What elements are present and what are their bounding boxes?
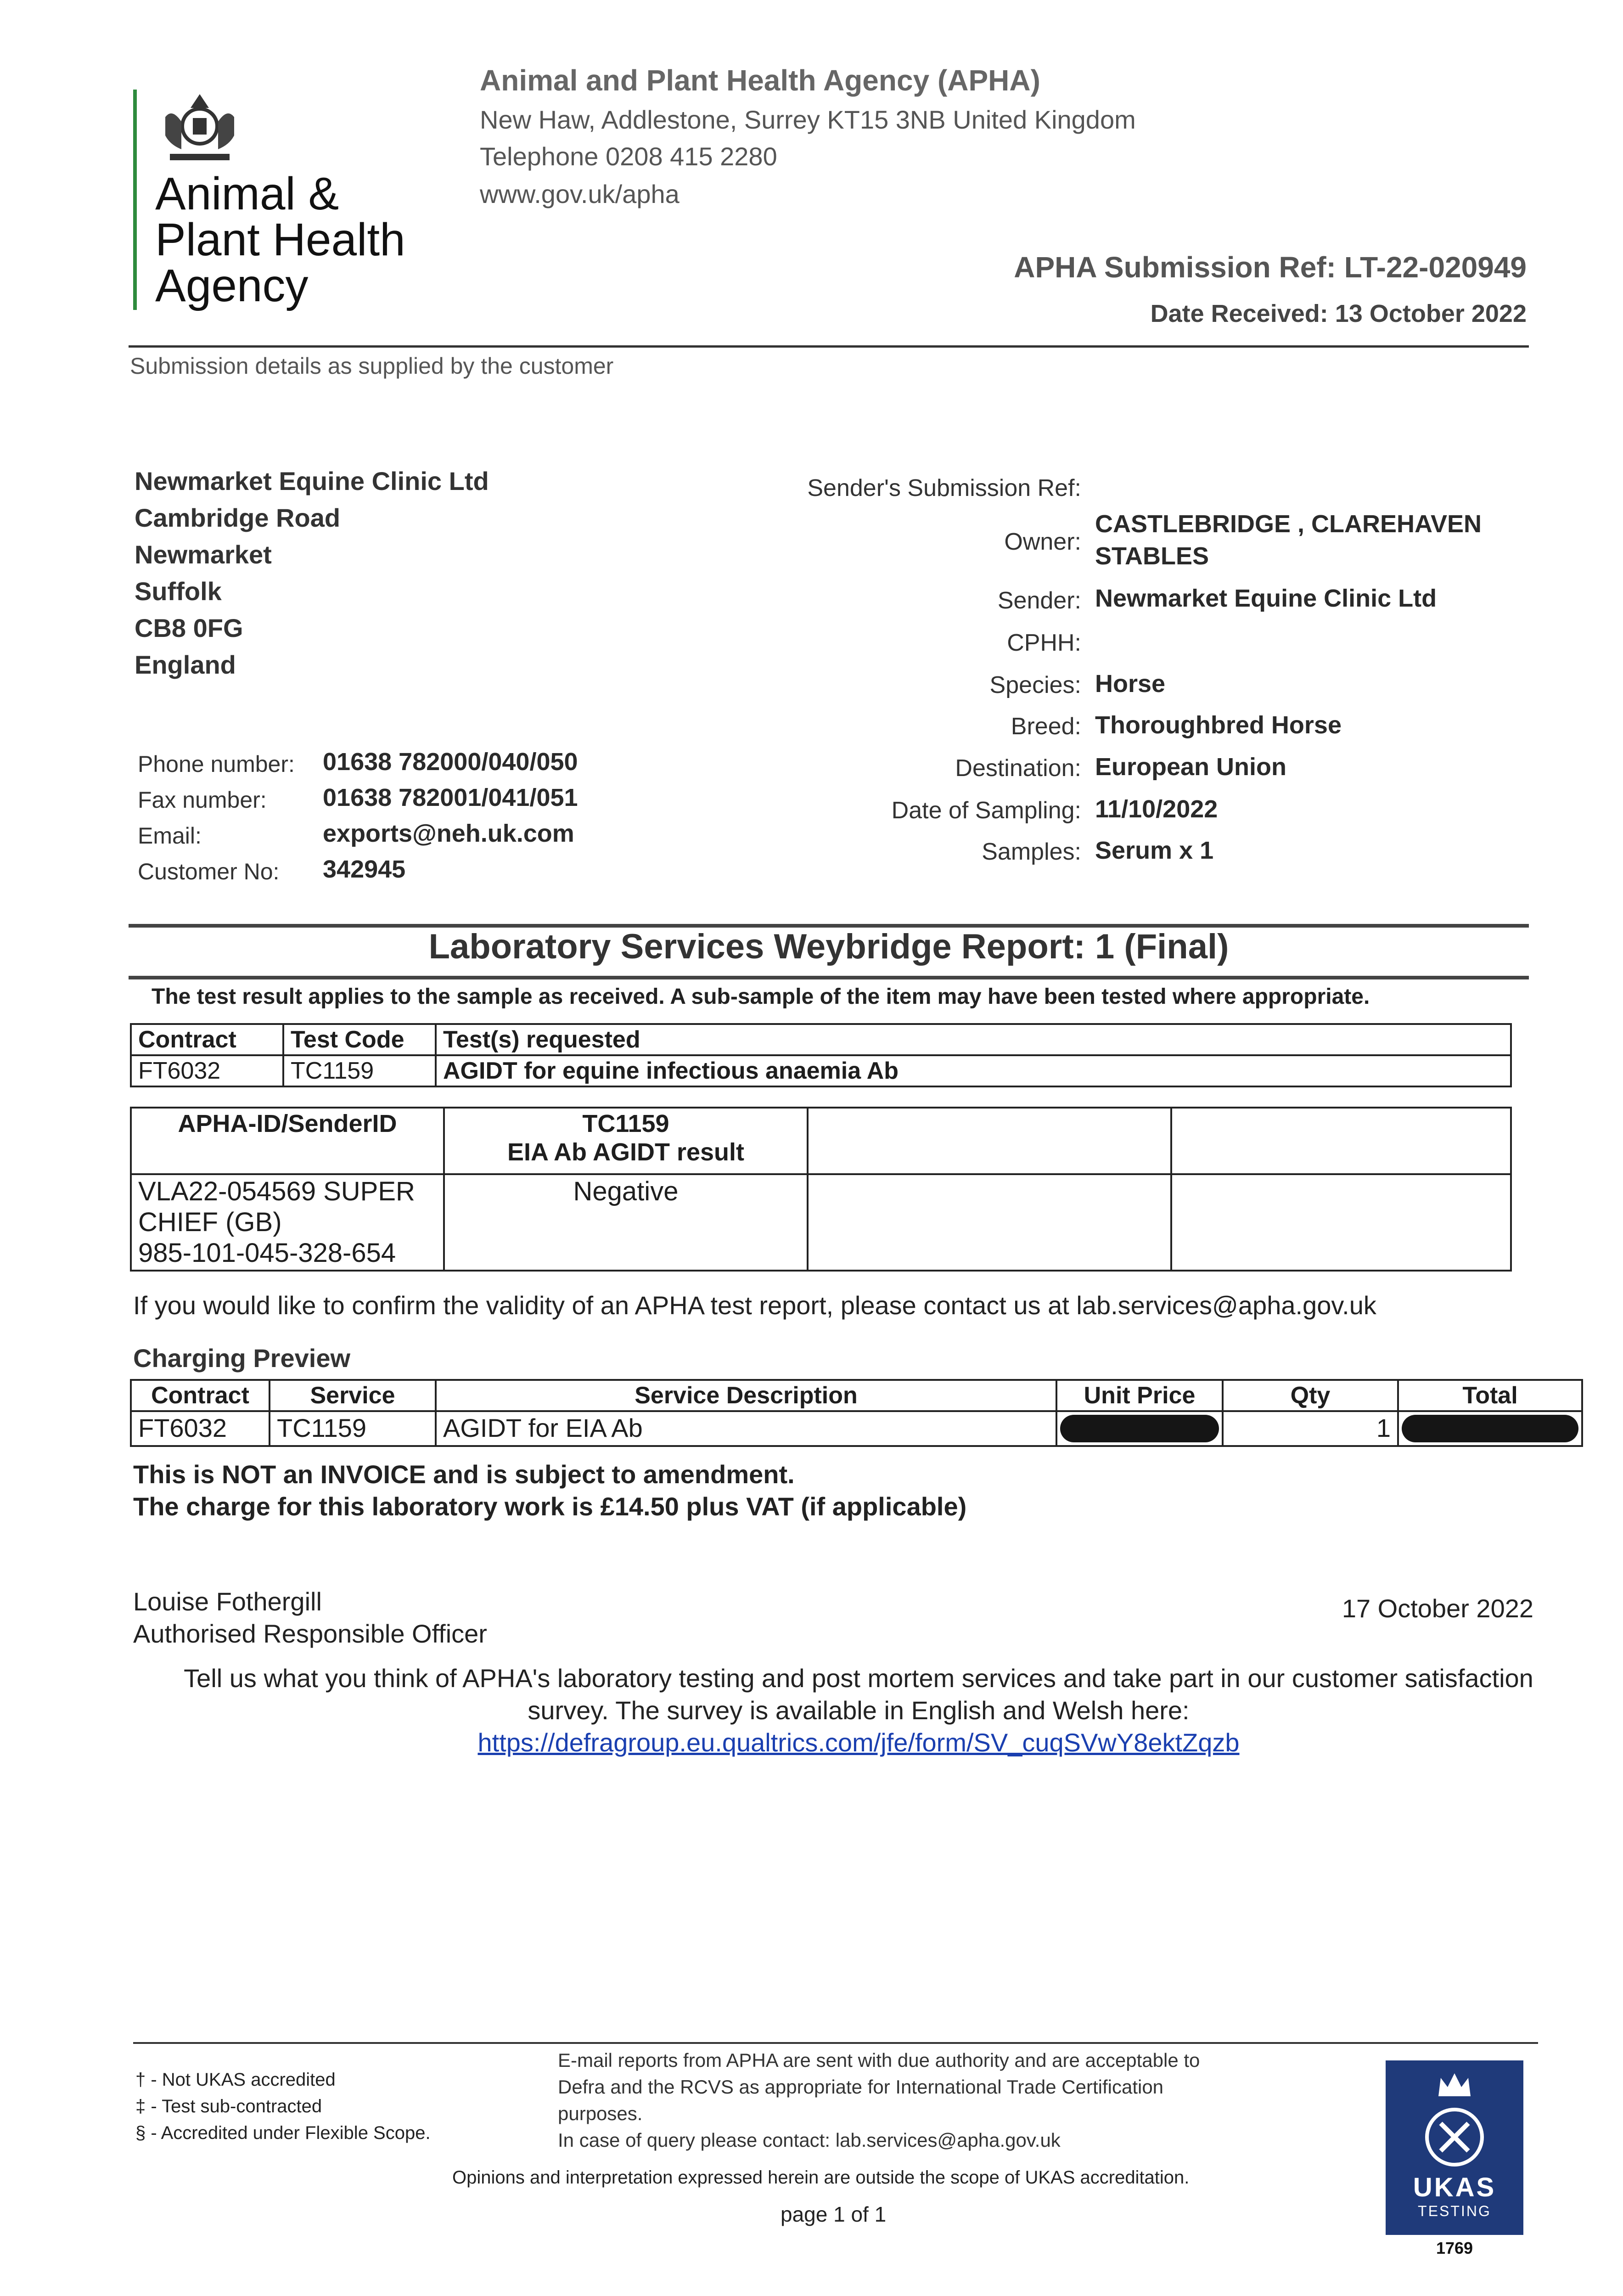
customer-no-value: 342945 [323, 855, 406, 883]
col-empty-1 [808, 1108, 1171, 1174]
fax-value: 01638 782001/041/051 [323, 784, 578, 811]
sampling-date-label: Date of Sampling: [891, 797, 1081, 824]
col-contract: Contract [131, 1380, 270, 1411]
apha-id-line: CHIEF (GB) [138, 1207, 282, 1237]
submission-details-note: Submission details as supplied by the customer [130, 353, 614, 379]
logo-name-line2: Plant Health [155, 214, 405, 265]
test-code-header: TC1159 [582, 1110, 669, 1137]
report-title-bottom-rule [129, 976, 1529, 979]
royal-crest-icon [156, 90, 243, 168]
email-note-line: purposes. [558, 2103, 643, 2124]
table-row [131, 1174, 1511, 1271]
survey-link[interactable]: https://defragroup.eu.qualtrics.com/jfe/form/SV_cuqSVwY8ektZqzb [477, 1728, 1240, 1757]
col-test-code: Test Code [283, 1024, 436, 1055]
signoff-date: 17 October 2022 [1342, 1594, 1533, 1623]
opinions-note: Opinions and interpretation expressed herein are outside the scope of UKAS accreditation. [452, 2167, 1190, 2188]
species-label: Species: [989, 672, 1081, 698]
table-row [131, 1055, 1511, 1086]
results-table-header [131, 1108, 1511, 1174]
ukas-sub: TESTING [1418, 2203, 1491, 2219]
apha-id-line: VLA22-054569 SUPER [138, 1176, 415, 1206]
logo-accent-bar [133, 90, 137, 310]
survey-line1: Tell us what you think of APHA's laboratory testing and post mortem services and take part in our customer satisfaction [184, 1664, 1533, 1693]
apha-id-line: 985-101-045-328-654 [138, 1238, 396, 1268]
owner-label: Owner: [1004, 529, 1081, 555]
cell-total [1398, 1411, 1582, 1446]
samples-label: Samples: [982, 838, 1081, 865]
logo-name-line3: Agency [155, 260, 309, 311]
legend-subcontracted: ‡ - Test sub-contracted [135, 2096, 322, 2116]
test-name-header: EIA Ab AGIDT result [507, 1138, 745, 1166]
query-note: In case of query please contact: lab.services@apha.gov.uk [558, 2129, 1061, 2151]
footer-divider [133, 2042, 1538, 2044]
email-value: exports@neh.uk.com [323, 820, 574, 847]
senders-ref-label: Sender's Submission Ref: [807, 475, 1081, 501]
address-line: Suffolk [135, 577, 222, 606]
email-note-line: E-mail reports from APHA are sent with due authority and are acceptable to [558, 2049, 1200, 2071]
address-line: Cambridge Road [135, 503, 341, 532]
col-empty-2 [1171, 1108, 1511, 1174]
redacted-unit-price [1060, 1415, 1219, 1442]
survey-line2: survey. The survey is available in English and Welsh here: [528, 1696, 1190, 1725]
col-service-description: Service Description [436, 1380, 1056, 1411]
destination-label: Destination: [955, 755, 1081, 782]
cell-qty: 1 [1223, 1411, 1398, 1446]
sender-value: Newmarket Equine Clinic Ltd [1095, 585, 1437, 612]
sender-label: Sender: [997, 587, 1081, 614]
footer-legend [135, 2066, 431, 2146]
org-address: New Haw, Addlestone, Surrey KT15 3NB United Kingdom [480, 105, 1136, 134]
org-telephone: Telephone 0208 415 2280 [480, 142, 777, 171]
cell-contract: FT6032 [131, 1055, 283, 1086]
email-note-line: Defra and the RCVS as appropriate for International Trade Certification [558, 2076, 1164, 2098]
customer-address [135, 463, 489, 683]
not-invoice-note: This is NOT an INVOICE and is subject to amendment. [133, 1460, 795, 1489]
address-line: Newmarket [135, 540, 272, 569]
cphh-label: CPHH: [1007, 630, 1081, 656]
cell-empty [1171, 1174, 1511, 1271]
col-total: Total [1398, 1380, 1582, 1411]
tests-table-header [131, 1024, 1511, 1055]
charging-table-header [131, 1380, 1582, 1411]
owner-value-line1: CASTLEBRIDGE , CLAREHAVEN [1095, 510, 1482, 538]
date-received: Date Received: 13 October 2022 [1150, 300, 1527, 327]
footer-email-note [558, 2047, 1200, 2154]
report-title: Laboratory Services Weybridge Report: 1 (Final) [428, 927, 1229, 966]
cell-unit-price [1056, 1411, 1223, 1446]
charging-table [130, 1379, 1583, 1447]
cell-service: TC1159 [270, 1411, 436, 1446]
crown-icon [1434, 2069, 1475, 2101]
destination-value: European Union [1095, 753, 1286, 781]
address-line: Newmarket Equine Clinic Ltd [135, 467, 489, 495]
col-apha-id: APHA-ID/SenderID [131, 1108, 444, 1174]
breed-value: Thoroughbred Horse [1095, 711, 1342, 739]
redacted-total [1402, 1415, 1578, 1442]
survey-block [129, 1662, 1589, 1759]
samples-value: Serum x 1 [1095, 837, 1214, 864]
charge-note: The charge for this laboratory work is £14.50 plus VAT (if applicable) [133, 1492, 967, 1521]
ukas-badge [1386, 2060, 1523, 2235]
cell-description: AGIDT for EIA Ab [436, 1411, 1056, 1446]
ukas-tick-cross-icon [1422, 2105, 1487, 2169]
sampling-date-value: 11/10/2022 [1095, 795, 1218, 823]
page-number: page 1 of 1 [781, 2202, 887, 2226]
charging-title: Charging Preview [133, 1344, 351, 1373]
owner-value-line2: STABLES [1095, 542, 1209, 570]
validity-note: If you would like to confirm the validity of an APHA test report, please contact us at lab.services@apha.gov.uk [133, 1291, 1376, 1320]
signoff-name: Louise Fothergill [133, 1587, 322, 1616]
tests-table [130, 1023, 1512, 1087]
ukas-label: UKAS [1413, 2172, 1496, 2202]
address-line: CB8 0FG [135, 613, 243, 642]
customer-contact [138, 746, 295, 889]
col-test-result [444, 1108, 808, 1174]
email-label: Email: [138, 823, 202, 849]
cell-result: Negative [444, 1174, 808, 1271]
cell-tests-requested: AGIDT for equine infectious anaemia Ab [436, 1055, 1511, 1086]
col-service: Service [270, 1380, 436, 1411]
address-line: England [135, 650, 236, 679]
col-qty: Qty [1223, 1380, 1398, 1411]
table-row [131, 1411, 1582, 1446]
apha-logo [133, 90, 418, 315]
col-tests-requested: Test(s) requested [436, 1024, 1511, 1055]
col-contract: Contract [131, 1024, 283, 1055]
col-unit-price: Unit Price [1056, 1380, 1223, 1411]
results-table [130, 1107, 1512, 1272]
species-value: Horse [1095, 670, 1166, 698]
ukas-number: 1769 [1436, 2239, 1473, 2257]
customer-no-label: Customer No: [138, 859, 280, 884]
org-name: Animal and Plant Health Agency (APHA) [480, 64, 1040, 97]
cell-empty [808, 1174, 1171, 1271]
legend-flexible-scope: § - Accredited under Flexible Scope. [135, 2123, 431, 2143]
breed-label: Breed: [1011, 713, 1081, 740]
cell-contract: FT6032 [131, 1411, 270, 1446]
signoff-role: Authorised Responsible Officer [133, 1619, 487, 1648]
phone-value: 01638 782000/040/050 [323, 748, 578, 776]
org-website: www.gov.uk/apha [480, 180, 680, 208]
header-divider [129, 345, 1529, 348]
submission-ref: APHA Submission Ref: LT-22-020949 [1014, 251, 1527, 284]
cell-test-code: TC1159 [283, 1055, 436, 1086]
fax-label: Fax number: [138, 787, 267, 813]
logo-name-line1: Animal & [155, 168, 339, 219]
customer-contact-values [323, 744, 578, 887]
phone-label: Phone number: [138, 751, 295, 777]
legend-not-accredited: † - Not UKAS accredited [135, 2070, 336, 2090]
report-note: The test result applies to the sample as received. A sub-sample of the item may have been tested where appropriate. [152, 985, 1370, 1009]
cell-apha-id [131, 1174, 444, 1271]
